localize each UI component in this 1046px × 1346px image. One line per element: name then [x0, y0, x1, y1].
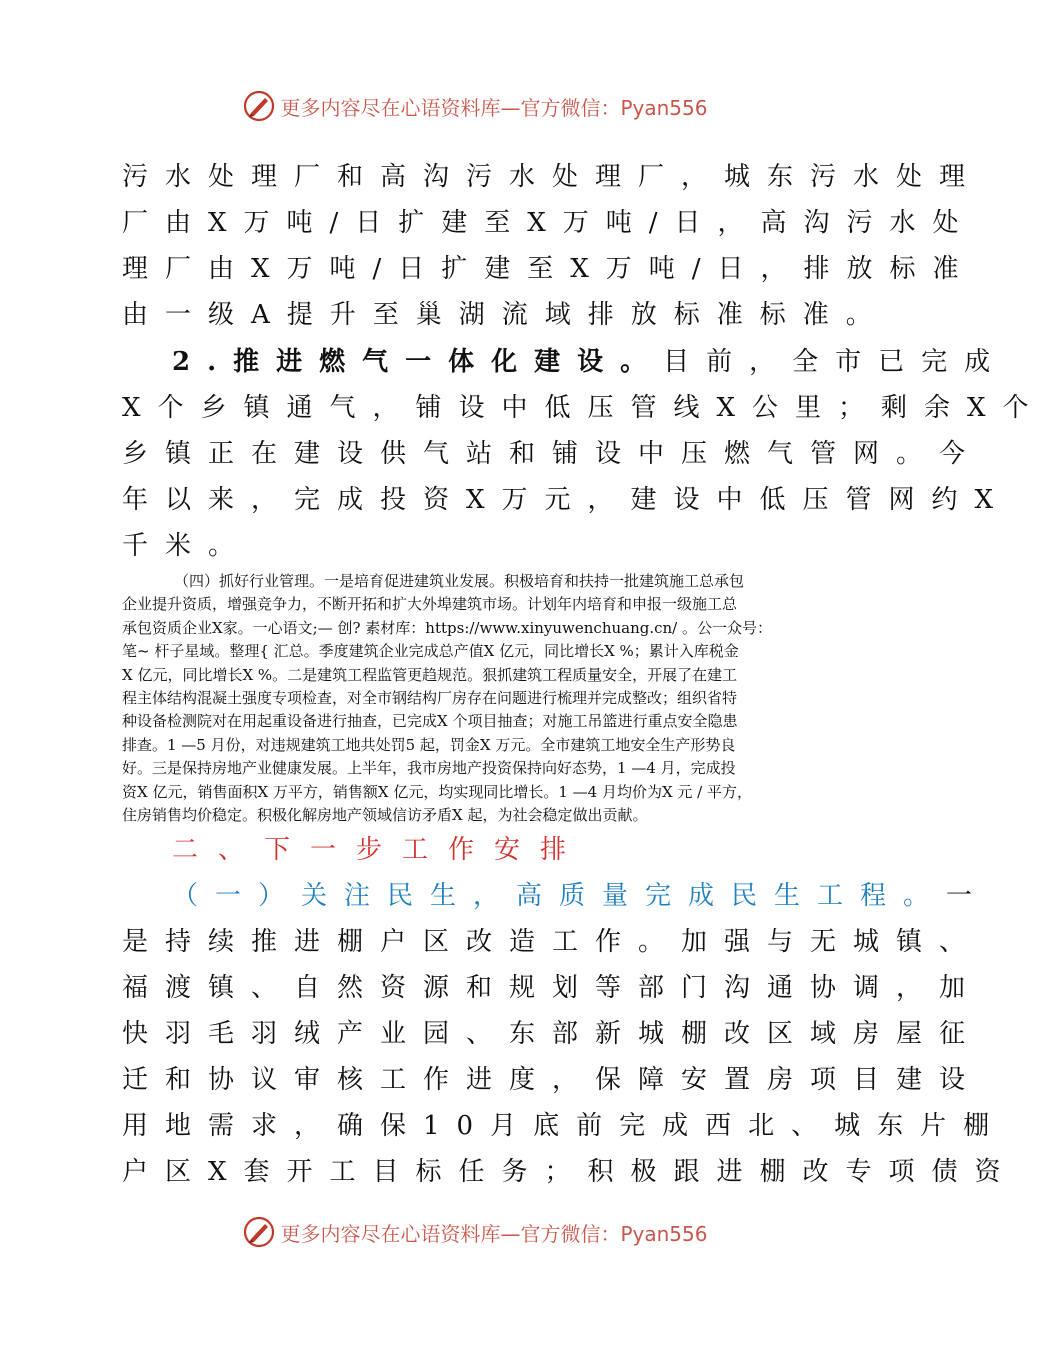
small-line: X 亿元，同比增长X %。二是建筑工程监管更趋规范。狠抓建筑工程质量安全，开展了在建工 [122, 665, 738, 684]
body-line: 由一级A提升至巢湖流域排放标准标准。 [122, 300, 889, 330]
pen-logo-icon [242, 89, 276, 123]
small-line: 好。三是保持房地产业健康发展。上半年，我市房地产投资保持向好态势，1 —4 月，完成投 [122, 759, 736, 778]
small-line: 笔~ 杆子星域。整理{ 汇总。季度建筑企业完成总产值X 亿元，同比增长X %；累计入库税金 [122, 642, 739, 661]
body-line: 乡镇正在建设供气站和铺设中压燃气管网。今 [122, 439, 983, 469]
body-line: X个乡镇通气，铺设中低压管线X公里；剩余X个 [122, 393, 1046, 423]
pen-logo-icon [242, 1215, 276, 1249]
section-2-heading: 2.推进燃气一体化建设。 [172, 347, 664, 377]
body-line: 福渡镇、自然资源和规划等部门沟通协调，加 [122, 973, 983, 1003]
section-heading: 二、下一步工作安排 [172, 835, 587, 865]
body-text: 目前，全市已完成 [663, 347, 1008, 377]
section-2-line [172, 339, 1008, 385]
small-paragraph [122, 570, 838, 827]
body-line: 理厂由X万吨/日扩建至X万吨/日，排放标准 [122, 254, 976, 284]
body-line: 厂由X万吨/日扩建至X万吨/日，高沟污水处 [122, 208, 976, 238]
body-line: 污水处理厂和高沟污水处理厂，城东污水处理 [122, 162, 983, 192]
body-line: 用地需求，确保10月底前完成西北、城东片棚 [122, 1111, 1007, 1141]
body-line: 迁和协议审核工作进度，保障安置房项目建设 [122, 1065, 983, 1095]
watermark-banner-top [0, 86, 950, 126]
body-line: 是持续推进棚户区改造工作。加强与无城镇、 [122, 927, 983, 957]
watermark-text: 更多内容尽在心语资料库—官方微信：Pyan556 [280, 1221, 708, 1246]
subheading: （一）关注民生，高质量完成民生工程。 [172, 881, 947, 911]
small-line: （四）抓好行业管理。一是培育促进建筑业发展。积极培育和扶持一批建筑施工总承包 [174, 572, 745, 590]
small-line: 资X 亿元，销售面积X 万平方，销售额X 亿元，均实现同比增长。1 —4 月均价为X 元 / 平方， [122, 782, 753, 801]
small-line: 种设备检测院对在用起重设备进行抽查，已完成X 个项目抽查；对施工吊篮进行重点安全隐患 [122, 712, 738, 731]
body-text: 一 [946, 881, 990, 911]
small-line: 承包资质企业X家。一心语文;— 创? 素材库：https://www.xinyuwenchuang.cn/ 。公一众号： [122, 618, 773, 637]
subheading-line [172, 873, 990, 919]
body-line: 快羽毛羽绒产业园、东部新城棚改区域房屋征 [122, 1019, 983, 1049]
small-line: 企业提升资质，增强竞争力，不断开拓和扩大外埠建筑市场。计划年内培育和申报一级施工总 [122, 595, 738, 614]
watermark-banner-bottom [0, 1212, 950, 1252]
small-line: 程主体结构混凝土强度专项检查，对全市钢结构厂房存在问题进行梳理并完成整改；组织省特 [122, 689, 738, 708]
small-line: 排查。1 —5 月份，对违规建筑工地共处罚5 起，罚金X 万元。全市建筑工地安全生产形势良 [122, 735, 736, 754]
watermark-text: 更多内容尽在心语资料库—官方微信：Pyan556 [280, 95, 708, 120]
body-line: 户区X套开工目标任务；积极跟进棚改专项债资 [122, 1157, 1018, 1187]
body-line: 千米。 [122, 531, 252, 561]
body-line: 年以来，完成投资X万元，建设中低压管网约X [122, 485, 1011, 515]
small-line: 住房销售均价稳定。积极化解房地产领域信访矛盾X 起，为社会稳定做出贡献。 [122, 806, 648, 825]
